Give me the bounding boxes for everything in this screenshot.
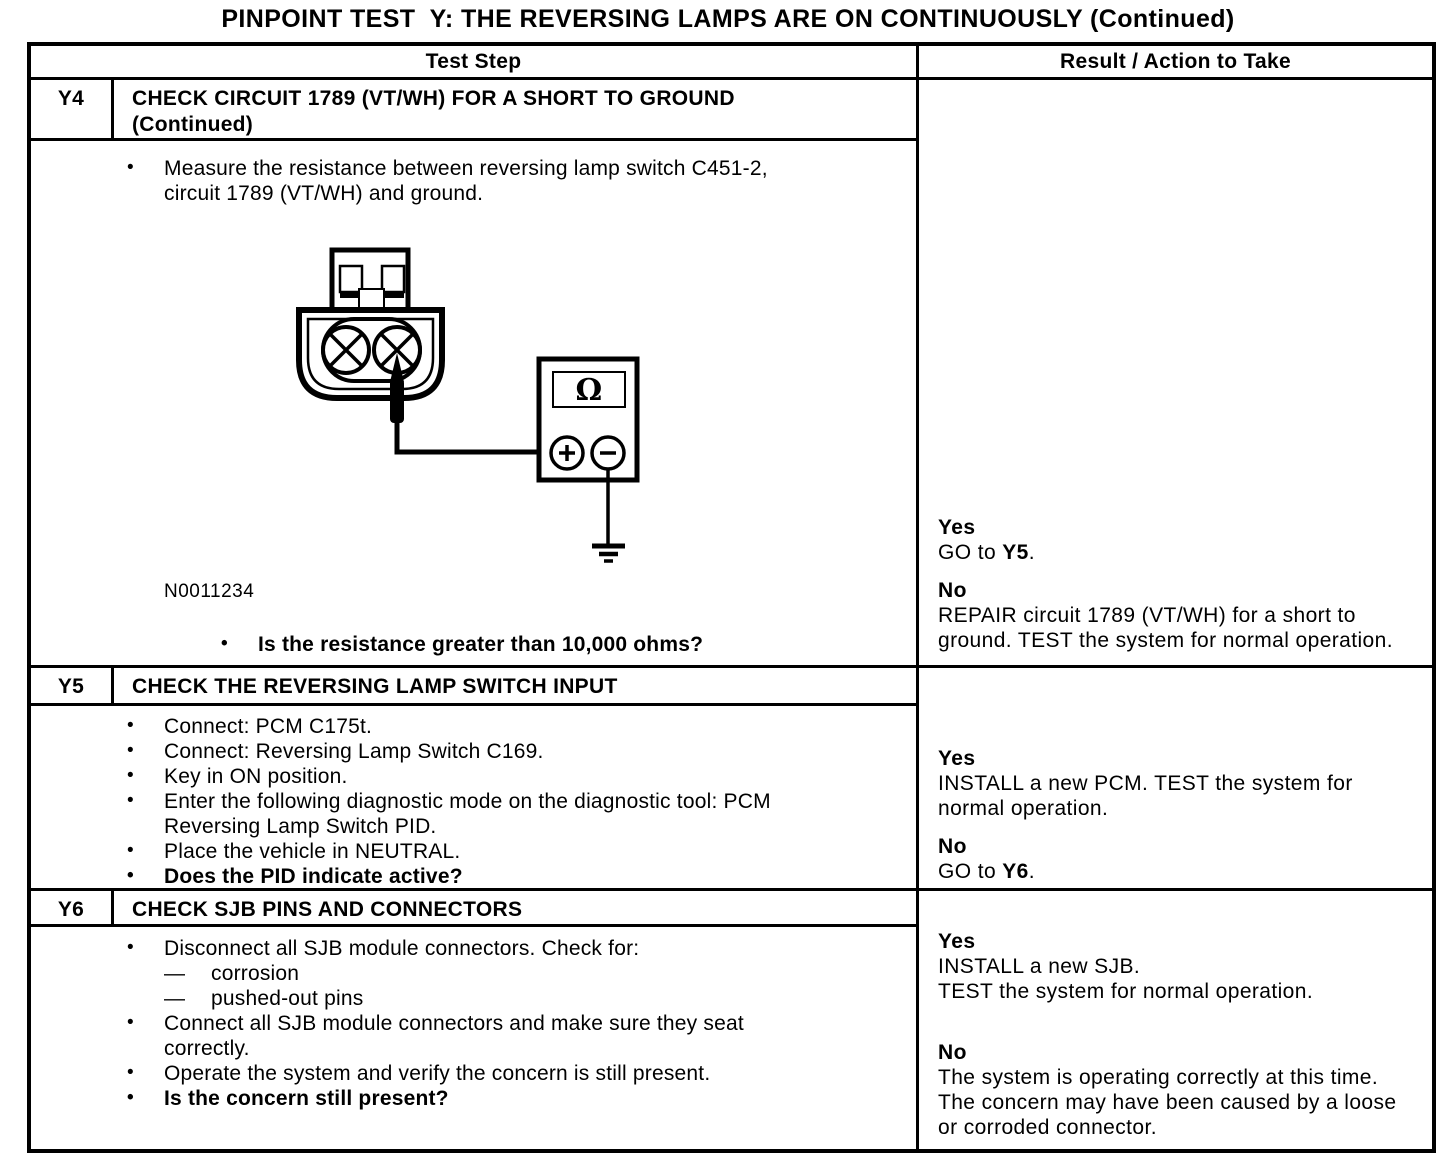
measurement-figure	[291, 246, 661, 576]
y5-yes-action: INSTALL a new PCM. TEST the system for normal operation.	[938, 772, 1353, 820]
y5-question: • Does the PID indicate active?	[125, 864, 870, 889]
y4-yes-action: GO to Y5.	[938, 541, 1036, 564]
y5-step-body	[31, 706, 919, 891]
y6-step-body	[31, 927, 919, 1149]
y6-no-action: The system is operating correctly at this time. The concern may have been caused by a loose or corroded connector.	[938, 1066, 1397, 1139]
y6-step-title: CHECK SJB PINS AND CONNECTORS	[114, 891, 919, 927]
omega-display-icon: Ω	[575, 373, 603, 408]
y5-instruction-1: • Connect: PCM C175t.	[125, 714, 870, 739]
page-title: PINPOINT TEST Y: THE REVERSING LAMPS ARE ON CONTINUOUSLY (Continued)	[221, 5, 1235, 33]
y5-step-title: CHECK THE REVERSING LAMP SWITCH INPUT	[114, 668, 919, 706]
y5-instruction-3: • Key in ON position.	[125, 764, 870, 789]
y6-question: • Is the concern still present?	[125, 1086, 825, 1111]
header-result-action-label: Result / Action to Take	[1060, 49, 1291, 73]
pinpoint-test-table	[27, 42, 1436, 1153]
y4-no-label: No	[938, 579, 967, 602]
y5-no-action: GO to Y6.	[938, 860, 1036, 883]
ohmmeter-test-diagram	[291, 246, 661, 576]
y4-question: • Is the resistance greater than 10,000 ohms?	[219, 632, 703, 657]
y5-yes-label: Yes	[938, 747, 976, 770]
y5-step-id: Y5	[31, 668, 114, 706]
y4-step-id: Y4	[31, 80, 114, 141]
y5-instruction-2: • Connect: Reversing Lamp Switch C169.	[125, 739, 870, 764]
y4-instruction: • Measure the resistance between reversing lamp switch C451-2, circuit 1789 (VT/WH) and ground.	[125, 156, 825, 206]
y4-no-action: REPAIR circuit 1789 (VT/WH) for a short to ground. TEST the system for normal operation.	[938, 604, 1393, 652]
y6-check-item-2: — pushed-out pins	[125, 986, 825, 1011]
y4-yes-goto-target: Y5	[1002, 541, 1029, 564]
y5-no-goto-target: Y6	[1002, 860, 1029, 883]
y5-no-label: No	[938, 835, 967, 858]
y6-instruction-1: • Disconnect all SJB module connectors. Check for:	[125, 936, 825, 961]
y6-no-label: No	[938, 1041, 967, 1064]
ground-symbol-icon	[592, 546, 625, 561]
pin-1-icon	[323, 327, 369, 373]
y6-yes-action-line2: TEST the system for normal operation.	[938, 980, 1314, 1003]
y6-yes-action-line1: INSTALL a new SJB.	[938, 955, 1141, 978]
test-lead-wire	[397, 421, 553, 452]
y6-result-cell	[919, 891, 1432, 1149]
y4-step-title-line1: CHECK CIRCUIT 1789 (VT/WH) FOR A SHORT TO GROUND	[132, 87, 735, 110]
minus-terminal-icon	[592, 437, 624, 469]
figure-id-label: N0011234	[164, 581, 255, 602]
y6-instruction-2: • Connect all SJB module connectors and make sure they seat correctly.	[125, 1011, 825, 1061]
connector-drawing	[299, 250, 442, 398]
y6-check-item-1: — corrosion	[125, 961, 825, 986]
y5-result-cell	[919, 668, 1432, 891]
y4-result-cell	[919, 80, 1432, 668]
header-result-action	[919, 46, 1432, 80]
y4-yes-label: Yes	[938, 516, 976, 539]
header-test-step	[31, 46, 919, 80]
y4-step-title-line2: (Continued)	[132, 113, 254, 136]
y5-instruction-4: • Enter the following diagnostic mode on the diagnostic tool: PCM Reversing Lamp Switch PID.	[125, 789, 870, 839]
y6-yes-label: Yes	[938, 930, 976, 953]
y5-instruction-5: • Place the vehicle in NEUTRAL.	[125, 839, 870, 864]
y6-step-id: Y6	[31, 891, 114, 927]
y4-step-title	[114, 80, 919, 141]
plus-terminal-icon	[551, 437, 583, 469]
ohmmeter-drawing	[539, 359, 637, 561]
y4-step-body	[31, 141, 919, 668]
header-test-step-label: Test Step	[425, 49, 522, 73]
y6-instruction-3: • Operate the system and verify the concern is still present.	[125, 1061, 825, 1086]
